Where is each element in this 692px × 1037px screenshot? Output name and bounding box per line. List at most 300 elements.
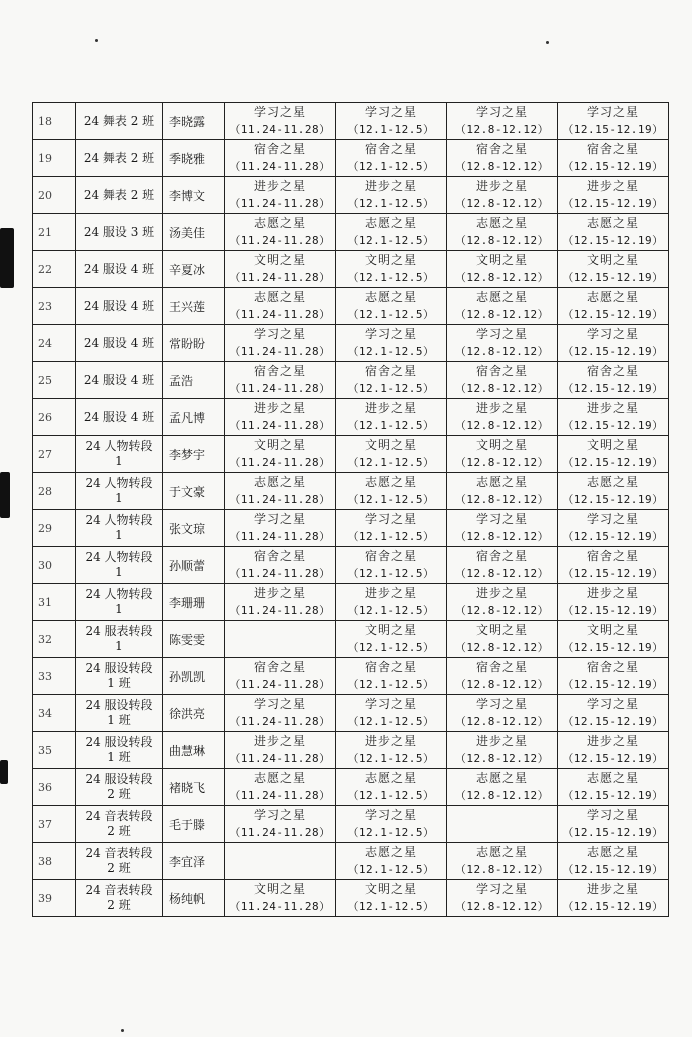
award-date-range: （11.24-11.28） xyxy=(229,752,331,765)
award-date-range: （12.8-12.12） xyxy=(454,530,550,543)
award-date-range: （12.8-12.12） xyxy=(454,456,550,469)
award-title: 宿舍之星 xyxy=(364,142,417,156)
class-cell xyxy=(76,843,163,880)
award-cell xyxy=(336,880,447,917)
award-cell xyxy=(336,584,447,621)
class-line: 24 舞表 2 班 xyxy=(83,187,155,202)
class-cell xyxy=(76,177,163,214)
award-cell xyxy=(447,436,558,473)
award-date-range: （12.1-12.5） xyxy=(347,308,435,321)
award-date-range: （12.8-12.12） xyxy=(454,382,550,395)
class-line: 2 班 xyxy=(107,824,131,838)
award-title: 志愿之星 xyxy=(253,475,306,489)
award-cell xyxy=(225,140,336,177)
award-title: 志愿之星 xyxy=(253,771,306,785)
award-title: 进步之星 xyxy=(364,179,417,193)
row-number: 23 xyxy=(33,288,76,325)
award-date-range: （12.15-12.19） xyxy=(562,789,664,802)
class-line: 24 服设转段 xyxy=(85,698,153,712)
award-date-range: （11.24-11.28） xyxy=(229,715,331,728)
award-title: 学习之星 xyxy=(586,697,639,711)
award-title: 进步之星 xyxy=(253,179,306,193)
class-line: 24 人物转段 xyxy=(85,587,153,601)
award-cell xyxy=(447,251,558,288)
award-date-range: （12.8-12.12） xyxy=(454,493,550,506)
student-name: 孙凯凯 xyxy=(163,658,225,695)
award-date-range: （12.1-12.5） xyxy=(347,271,435,284)
student-name: 张文琼 xyxy=(163,510,225,547)
table-row xyxy=(33,621,669,658)
award-title: 学习之星 xyxy=(253,327,306,341)
award-cell xyxy=(447,584,558,621)
class-cell xyxy=(76,732,163,769)
award-cell xyxy=(225,214,336,251)
student-name: 常盼盼 xyxy=(163,325,225,362)
award-cell xyxy=(225,177,336,214)
award-title: 学习之星 xyxy=(364,105,417,119)
row-number: 37 xyxy=(33,806,76,843)
award-cell xyxy=(225,510,336,547)
award-date-range: （12.1-12.5） xyxy=(347,567,435,580)
student-name: 李博文 xyxy=(163,177,225,214)
row-number: 32 xyxy=(33,621,76,658)
award-title: 志愿之星 xyxy=(586,475,639,489)
award-title: 宿舍之星 xyxy=(364,364,417,378)
award-title: 学习之星 xyxy=(253,512,306,526)
award-cell xyxy=(225,362,336,399)
student-name: 毛于滕 xyxy=(163,806,225,843)
award-cell xyxy=(558,547,669,584)
award-cell xyxy=(336,843,447,880)
table-row xyxy=(33,584,669,621)
award-title: 进步之星 xyxy=(364,586,417,600)
award-date-range: （12.1-12.5） xyxy=(347,197,435,210)
award-cell xyxy=(336,399,447,436)
award-cell xyxy=(558,103,669,140)
award-title: 宿舍之星 xyxy=(586,549,639,563)
award-title: 志愿之星 xyxy=(475,475,528,489)
award-title: 进步之星 xyxy=(586,401,639,415)
award-date-range: （12.15-12.19） xyxy=(562,715,664,728)
table-row xyxy=(33,436,669,473)
award-date-range: （12.1-12.5） xyxy=(347,382,435,395)
award-date-range: （12.15-12.19） xyxy=(562,567,664,580)
award-date-range: （11.24-11.28） xyxy=(229,826,331,839)
award-cell xyxy=(336,288,447,325)
award-title: 志愿之星 xyxy=(586,216,639,230)
class-line: 1 班 xyxy=(107,713,131,727)
award-cell xyxy=(336,177,447,214)
award-date-range: （12.1-12.5） xyxy=(347,900,435,913)
award-title: 学习之星 xyxy=(364,327,417,341)
class-line: 1 xyxy=(115,602,123,616)
award-cell xyxy=(558,325,669,362)
award-date-range: （11.24-11.28） xyxy=(229,345,331,358)
award-date-range: （12.15-12.19） xyxy=(562,308,664,321)
scan-speck xyxy=(95,39,98,42)
award-title: 学习之星 xyxy=(475,105,528,119)
award-date-range: （12.15-12.19） xyxy=(562,419,664,432)
award-date-range: （12.15-12.19） xyxy=(562,197,664,210)
award-cell xyxy=(336,658,447,695)
award-cell xyxy=(336,436,447,473)
award-cell xyxy=(558,288,669,325)
row-number: 33 xyxy=(33,658,76,695)
award-date-range: （11.24-11.28） xyxy=(229,160,331,173)
class-cell xyxy=(76,214,163,251)
award-title: 志愿之星 xyxy=(253,290,306,304)
award-cell xyxy=(447,658,558,695)
class-line: 2 班 xyxy=(107,898,131,912)
award-date-range: （11.24-11.28） xyxy=(229,308,331,321)
award-date-range: （12.8-12.12） xyxy=(454,160,550,173)
class-cell xyxy=(76,621,163,658)
award-date-range: （12.15-12.19） xyxy=(562,493,664,506)
table-row xyxy=(33,510,669,547)
award-cell xyxy=(558,473,669,510)
award-title: 志愿之星 xyxy=(475,290,528,304)
class-cell xyxy=(76,436,163,473)
award-date-range: （12.15-12.19） xyxy=(562,863,664,876)
award-title: 文明之星 xyxy=(364,882,417,896)
award-title: 宿舍之星 xyxy=(475,549,528,563)
scan-speck xyxy=(121,1029,124,1032)
award-cell xyxy=(558,399,669,436)
award-date-range: （11.24-11.28） xyxy=(229,197,331,210)
award-title: 进步之星 xyxy=(586,586,639,600)
award-date-range: （12.8-12.12） xyxy=(454,678,550,691)
class-cell xyxy=(76,510,163,547)
award-title: 文明之星 xyxy=(475,623,528,637)
award-title: 宿舍之星 xyxy=(586,142,639,156)
student-name: 李宜泽 xyxy=(163,843,225,880)
award-title: 学习之星 xyxy=(364,808,417,822)
award-title: 进步之星 xyxy=(253,734,306,748)
award-cell xyxy=(225,769,336,806)
class-line: 24 人物转段 xyxy=(85,550,153,564)
student-name: 褚晓飞 xyxy=(163,769,225,806)
award-date-range: （11.24-11.28） xyxy=(229,604,331,617)
class-cell xyxy=(76,769,163,806)
award-date-range: （11.24-11.28） xyxy=(229,900,331,913)
row-number: 24 xyxy=(33,325,76,362)
student-name: 李珊珊 xyxy=(163,584,225,621)
class-line: 24 服表转段 xyxy=(85,624,153,638)
award-date-range: （11.24-11.28） xyxy=(229,271,331,284)
table-row xyxy=(33,362,669,399)
row-number: 35 xyxy=(33,732,76,769)
award-title: 宿舍之星 xyxy=(475,364,528,378)
award-cell xyxy=(336,473,447,510)
award-cell xyxy=(558,880,669,917)
award-title: 志愿之星 xyxy=(364,845,417,859)
award-title: 进步之星 xyxy=(586,734,639,748)
award-title: 宿舍之星 xyxy=(253,142,306,156)
award-cell xyxy=(558,806,669,843)
award-date-range: （12.8-12.12） xyxy=(454,419,550,432)
class-cell xyxy=(76,806,163,843)
class-cell xyxy=(76,695,163,732)
class-line: 24 服设 4 班 xyxy=(83,372,155,387)
award-title: 文明之星 xyxy=(253,882,306,896)
award-title: 学习之星 xyxy=(475,882,528,896)
award-date-range: （12.1-12.5） xyxy=(347,160,435,173)
award-date-range: （12.1-12.5） xyxy=(347,123,435,136)
class-line: 2 班 xyxy=(107,861,131,875)
class-line: 1 班 xyxy=(107,676,131,690)
award-title: 进步之星 xyxy=(475,179,528,193)
award-title: 学习之星 xyxy=(364,697,417,711)
table-row xyxy=(33,473,669,510)
award-cell xyxy=(558,251,669,288)
award-title: 进步之星 xyxy=(253,586,306,600)
row-number: 31 xyxy=(33,584,76,621)
table-row xyxy=(33,880,669,917)
row-number: 25 xyxy=(33,362,76,399)
award-date-range: （12.1-12.5） xyxy=(347,752,435,765)
award-title: 文明之星 xyxy=(586,438,639,452)
award-title: 宿舍之星 xyxy=(253,549,306,563)
table-row xyxy=(33,732,669,769)
student-name: 孟浩 xyxy=(163,362,225,399)
table-row xyxy=(33,177,669,214)
award-date-range: （11.24-11.28） xyxy=(229,789,331,802)
award-cell xyxy=(558,362,669,399)
class-line: 24 舞表 2 班 xyxy=(83,150,155,165)
award-title: 志愿之星 xyxy=(253,216,306,230)
award-date-range: （12.1-12.5） xyxy=(347,678,435,691)
award-cell xyxy=(447,103,558,140)
award-cell xyxy=(336,251,447,288)
row-number: 26 xyxy=(33,399,76,436)
row-number: 38 xyxy=(33,843,76,880)
award-cell xyxy=(336,621,447,658)
award-cell xyxy=(336,510,447,547)
award-cell xyxy=(225,732,336,769)
award-date-range: （11.24-11.28） xyxy=(229,382,331,395)
award-cell xyxy=(558,695,669,732)
award-cell xyxy=(558,843,669,880)
award-title: 文明之星 xyxy=(475,438,528,452)
award-title: 学习之星 xyxy=(475,327,528,341)
award-date-range: （12.1-12.5） xyxy=(347,789,435,802)
class-line: 24 人物转段 xyxy=(85,439,153,453)
award-roster-table xyxy=(32,102,669,917)
award-date-range: （12.8-12.12） xyxy=(454,345,550,358)
row-number: 28 xyxy=(33,473,76,510)
award-date-range: （12.8-12.12） xyxy=(454,197,550,210)
table-row xyxy=(33,325,669,362)
award-cell xyxy=(336,769,447,806)
award-title: 宿舍之星 xyxy=(586,660,639,674)
award-title: 志愿之星 xyxy=(364,475,417,489)
award-cell xyxy=(558,510,669,547)
award-title: 志愿之星 xyxy=(475,845,528,859)
award-cell xyxy=(447,880,558,917)
award-title: 进步之星 xyxy=(253,401,306,415)
award-date-range: （12.1-12.5） xyxy=(347,493,435,506)
class-cell xyxy=(76,547,163,584)
award-date-range: （12.1-12.5） xyxy=(347,345,435,358)
row-number: 19 xyxy=(33,140,76,177)
award-title: 学习之星 xyxy=(475,512,528,526)
award-title: 进步之星 xyxy=(586,179,639,193)
table-row xyxy=(33,251,669,288)
student-name: 陈雯雯 xyxy=(163,621,225,658)
row-number: 22 xyxy=(33,251,76,288)
award-title: 志愿之星 xyxy=(364,771,417,785)
class-cell xyxy=(76,288,163,325)
award-date-range: （12.1-12.5） xyxy=(347,826,435,839)
award-date-range: （12.15-12.19） xyxy=(562,641,664,654)
award-cell xyxy=(558,140,669,177)
award-cell xyxy=(225,473,336,510)
row-number: 39 xyxy=(33,880,76,917)
student-name: 汤美佳 xyxy=(163,214,225,251)
award-cell xyxy=(336,695,447,732)
award-title: 进步之星 xyxy=(475,586,528,600)
class-cell xyxy=(76,362,163,399)
award-cell xyxy=(336,103,447,140)
award-title: 进步之星 xyxy=(475,401,528,415)
award-date-range: （12.15-12.19） xyxy=(562,382,664,395)
award-title: 文明之星 xyxy=(253,253,306,267)
student-name: 李晓露 xyxy=(163,103,225,140)
award-title: 学习之星 xyxy=(586,512,639,526)
award-cell xyxy=(447,806,558,843)
award-cell xyxy=(447,214,558,251)
class-line: 1 xyxy=(115,491,123,505)
award-date-range: （12.15-12.19） xyxy=(562,456,664,469)
student-name: 季晓雅 xyxy=(163,140,225,177)
award-title: 宿舍之星 xyxy=(253,364,306,378)
award-date-range: （12.8-12.12） xyxy=(454,752,550,765)
award-date-range: （12.8-12.12） xyxy=(454,900,550,913)
award-date-range: （12.1-12.5） xyxy=(347,641,435,654)
award-cell xyxy=(447,769,558,806)
student-name: 曲慧琳 xyxy=(163,732,225,769)
award-cell xyxy=(558,732,669,769)
class-line: 1 xyxy=(115,454,123,468)
award-date-range: （11.24-11.28） xyxy=(229,234,331,247)
table-row xyxy=(33,214,669,251)
award-title: 志愿之星 xyxy=(586,771,639,785)
class-line: 24 服设 4 班 xyxy=(83,298,155,313)
class-cell xyxy=(76,140,163,177)
award-title: 学习之星 xyxy=(586,808,639,822)
award-date-range: （12.15-12.19） xyxy=(562,678,664,691)
award-date-range: （12.8-12.12） xyxy=(454,123,550,136)
award-cell xyxy=(225,436,336,473)
class-line: 2 班 xyxy=(107,787,131,801)
award-title: 志愿之星 xyxy=(475,216,528,230)
award-title: 学习之星 xyxy=(253,808,306,822)
student-name: 辛夏冰 xyxy=(163,251,225,288)
award-cell xyxy=(336,547,447,584)
award-cell xyxy=(336,806,447,843)
award-date-range: （11.24-11.28） xyxy=(229,419,331,432)
table-row xyxy=(33,769,669,806)
student-name: 杨纯帆 xyxy=(163,880,225,917)
class-line: 24 音表转段 xyxy=(85,883,153,897)
award-title: 学习之星 xyxy=(475,697,528,711)
award-date-range: （12.8-12.12） xyxy=(454,567,550,580)
class-line: 24 服设 4 班 xyxy=(83,261,155,276)
award-cell xyxy=(558,658,669,695)
award-title: 进步之星 xyxy=(475,734,528,748)
award-date-range: （12.1-12.5） xyxy=(347,419,435,432)
class-line: 24 服设转段 xyxy=(85,661,153,675)
award-date-range: （12.8-12.12） xyxy=(454,789,550,802)
award-title: 宿舍之星 xyxy=(253,660,306,674)
award-cell xyxy=(558,621,669,658)
class-line: 24 服设 4 班 xyxy=(83,335,155,350)
award-cell xyxy=(225,325,336,362)
class-cell xyxy=(76,584,163,621)
award-date-range: （12.8-12.12） xyxy=(454,308,550,321)
student-name: 孟凡博 xyxy=(163,399,225,436)
award-cell xyxy=(558,769,669,806)
class-cell xyxy=(76,103,163,140)
award-title: 学习之星 xyxy=(586,327,639,341)
award-title: 文明之星 xyxy=(475,253,528,267)
award-cell xyxy=(225,843,336,880)
award-title: 志愿之星 xyxy=(586,290,639,304)
award-cell xyxy=(447,732,558,769)
award-title: 进步之星 xyxy=(586,882,639,896)
award-cell xyxy=(558,214,669,251)
award-cell xyxy=(225,880,336,917)
class-line: 24 舞表 2 班 xyxy=(83,113,155,128)
award-title: 文明之星 xyxy=(364,438,417,452)
class-line: 24 音表转段 xyxy=(85,846,153,860)
award-cell xyxy=(447,843,558,880)
class-cell xyxy=(76,658,163,695)
class-line: 1 xyxy=(115,639,123,653)
award-title: 宿舍之星 xyxy=(364,660,417,674)
award-date-range: （12.8-12.12） xyxy=(454,271,550,284)
award-date-range: （12.1-12.5） xyxy=(347,530,435,543)
class-cell xyxy=(76,473,163,510)
student-name: 孙顺蕾 xyxy=(163,547,225,584)
award-date-range: （12.15-12.19） xyxy=(562,826,664,839)
award-cell xyxy=(336,214,447,251)
class-line: 24 服设 3 班 xyxy=(83,224,155,239)
award-title: 宿舍之星 xyxy=(364,549,417,563)
award-cell xyxy=(558,177,669,214)
award-date-range: （12.15-12.19） xyxy=(562,234,664,247)
table-row xyxy=(33,806,669,843)
award-title: 志愿之星 xyxy=(364,290,417,304)
award-title: 学习之星 xyxy=(253,697,306,711)
award-date-range: （11.24-11.28） xyxy=(229,456,331,469)
award-cell xyxy=(447,399,558,436)
award-date-range: （12.15-12.19） xyxy=(562,345,664,358)
table-row xyxy=(33,695,669,732)
table-row xyxy=(33,547,669,584)
award-title: 文明之星 xyxy=(253,438,306,452)
row-number: 36 xyxy=(33,769,76,806)
table-row xyxy=(33,140,669,177)
award-cell xyxy=(225,584,336,621)
award-date-range: （11.24-11.28） xyxy=(229,123,331,136)
award-cell xyxy=(225,288,336,325)
class-line: 1 班 xyxy=(107,750,131,764)
student-name: 于文豪 xyxy=(163,473,225,510)
award-title: 学习之星 xyxy=(586,105,639,119)
class-cell xyxy=(76,325,163,362)
award-date-range: （12.15-12.19） xyxy=(562,530,664,543)
